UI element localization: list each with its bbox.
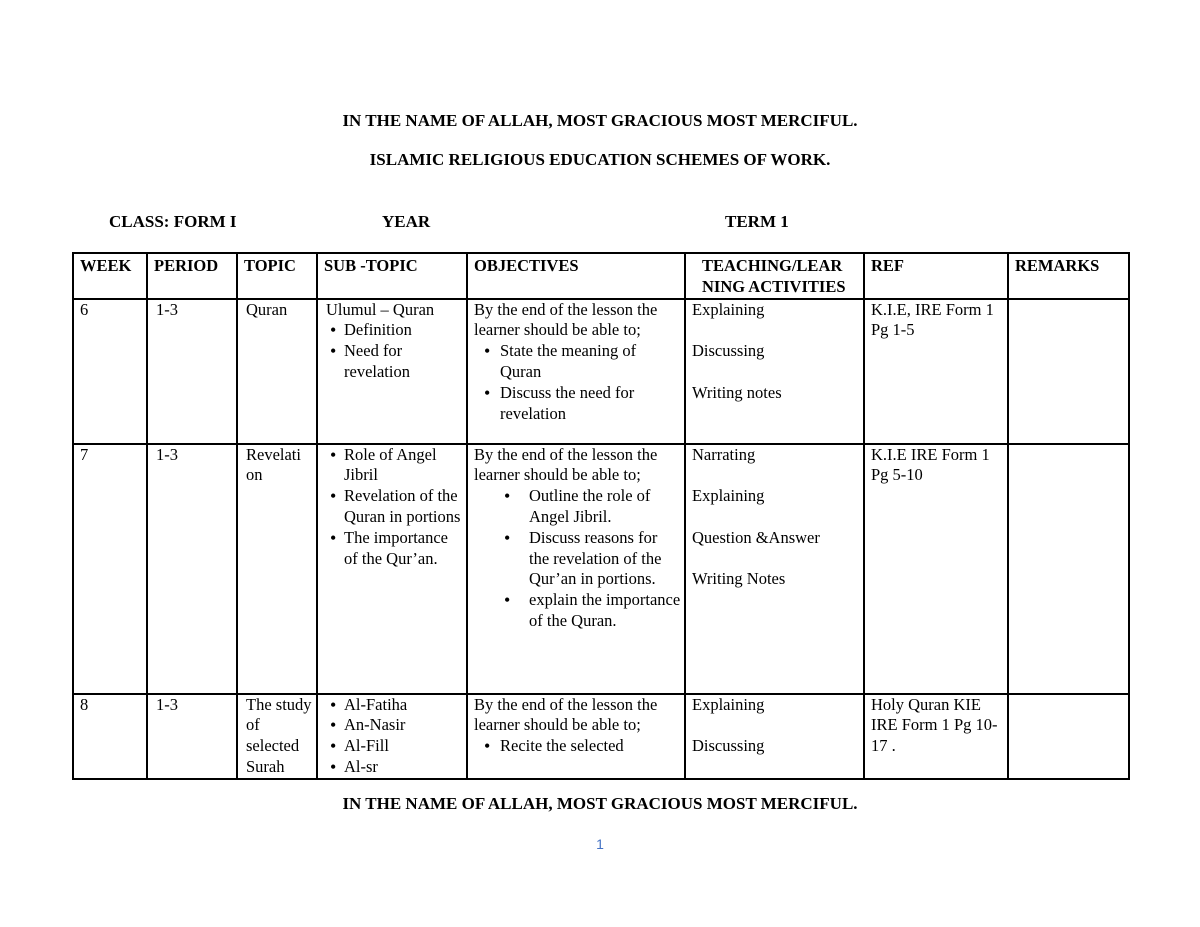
objectives-cell <box>467 299 685 444</box>
activity-item: Discussing <box>692 736 765 756</box>
activity-item: Explaining <box>692 486 765 506</box>
column-header-objectives: OBJECTIVES <box>467 253 685 299</box>
activity-item: Explaining <box>692 694 765 714</box>
period-cell: 1-3 <box>147 694 237 779</box>
list-item: • Revelation of the Quran in portions <box>326 486 463 528</box>
activity-item: Writing notes <box>692 382 782 402</box>
page-subtitle: ISLAMIC RELIGIOUS EDUCATION SCHEMES OF WORK. <box>369 150 831 169</box>
list-item: • Recite the selected <box>474 736 681 757</box>
list-item: • The importance of the Qur’an. <box>326 528 463 570</box>
activity-item: Discussing <box>692 341 765 361</box>
year-label: YEAR <box>382 212 431 231</box>
topic-cell: The study of selected Surah <box>237 694 317 779</box>
column-header-period: PERIOD <box>147 253 237 299</box>
remarks-cell <box>1008 444 1129 694</box>
page-number: 1 <box>596 836 604 852</box>
period-cell: 1-3 <box>147 299 237 444</box>
activities-cell <box>685 299 864 444</box>
term-label: TERM 1 <box>725 212 789 231</box>
list-item: • Role of Angel Jibril <box>326 445 463 487</box>
remarks-cell <box>1008 694 1129 779</box>
ref-cell: K.I.E, IRE Form 1 Pg 1-5 <box>864 299 1008 444</box>
activity-item: Writing Notes <box>692 569 786 589</box>
week-cell: 7 <box>73 444 147 694</box>
list-item: • Outline the role of Angel Jibril. <box>474 486 681 528</box>
activity-item: Explaining <box>692 299 765 319</box>
column-header-week: WEEK <box>73 253 147 299</box>
column-header-subtopic: SUB -TOPIC <box>317 253 467 299</box>
period-cell: 1-3 <box>147 444 237 694</box>
ref-cell: K.I.E IRE Form 1 Pg 5-10 <box>864 444 1008 694</box>
list-item: • Definition <box>326 320 463 341</box>
week-cell: 6 <box>73 299 147 444</box>
column-header-remarks: REMARKS <box>1008 253 1129 299</box>
activity-item: Narrating <box>692 444 756 464</box>
objectives-intro: By the end of the lesson the learner should be able to; <box>474 694 658 735</box>
schemes-of-work-table <box>72 252 1130 780</box>
list-item: • Need for revelation <box>326 341 463 383</box>
list-item: • Al-sr <box>326 757 463 778</box>
subtopic-cell <box>317 694 467 779</box>
column-header-topic: TOPIC <box>237 253 317 299</box>
table-row <box>73 299 1129 444</box>
topic-cell: Revelati on <box>237 444 317 694</box>
subtopic-cell <box>317 299 467 444</box>
list-item: • Al-Fill <box>326 736 463 757</box>
footer-title: IN THE NAME OF ALLAH, MOST GRACIOUS MOST MERCIFUL. <box>342 794 858 813</box>
list-item: • Discuss the need for revelation <box>474 383 681 425</box>
activity-item: Question &Answer <box>692 527 820 547</box>
page-title: IN THE NAME OF ALLAH, MOST GRACIOUS MOST MERCIFUL. <box>342 111 858 130</box>
week-cell: 8 <box>73 694 147 779</box>
objectives-cell <box>467 444 685 694</box>
ref-cell: Holy Quran KIE IRE Form 1 Pg 10-17 . <box>864 694 1008 779</box>
table-row <box>73 444 1129 694</box>
list-item: • Discuss reasons for the revelation of the Qur’an in portions. <box>474 528 681 590</box>
objectives-cell <box>467 694 685 779</box>
activities-cell <box>685 444 864 694</box>
list-item: • An-Nasir <box>326 715 463 736</box>
list-item: • State the meaning of Quran <box>474 341 681 383</box>
table-row <box>73 694 1129 779</box>
column-header-ref: REF <box>864 253 1008 299</box>
subtopic-heading: Ulumul – Quran <box>326 299 435 319</box>
objectives-intro: By the end of the lesson the learner should be able to; <box>474 299 658 340</box>
list-item: • Al-Fatiha <box>326 695 463 716</box>
list-item: • explain the importance of the Quran. <box>474 590 681 632</box>
subtopic-cell <box>317 444 467 694</box>
remarks-cell <box>1008 299 1129 444</box>
column-header-activities: TEACHING/LEAR NING ACTIVITIES <box>685 253 864 299</box>
objectives-intro: By the end of the lesson the learner should be able to; <box>474 444 658 485</box>
topic-cell: Quran <box>237 299 317 444</box>
activities-cell <box>685 694 864 779</box>
class-label: CLASS: FORM I <box>109 212 237 231</box>
